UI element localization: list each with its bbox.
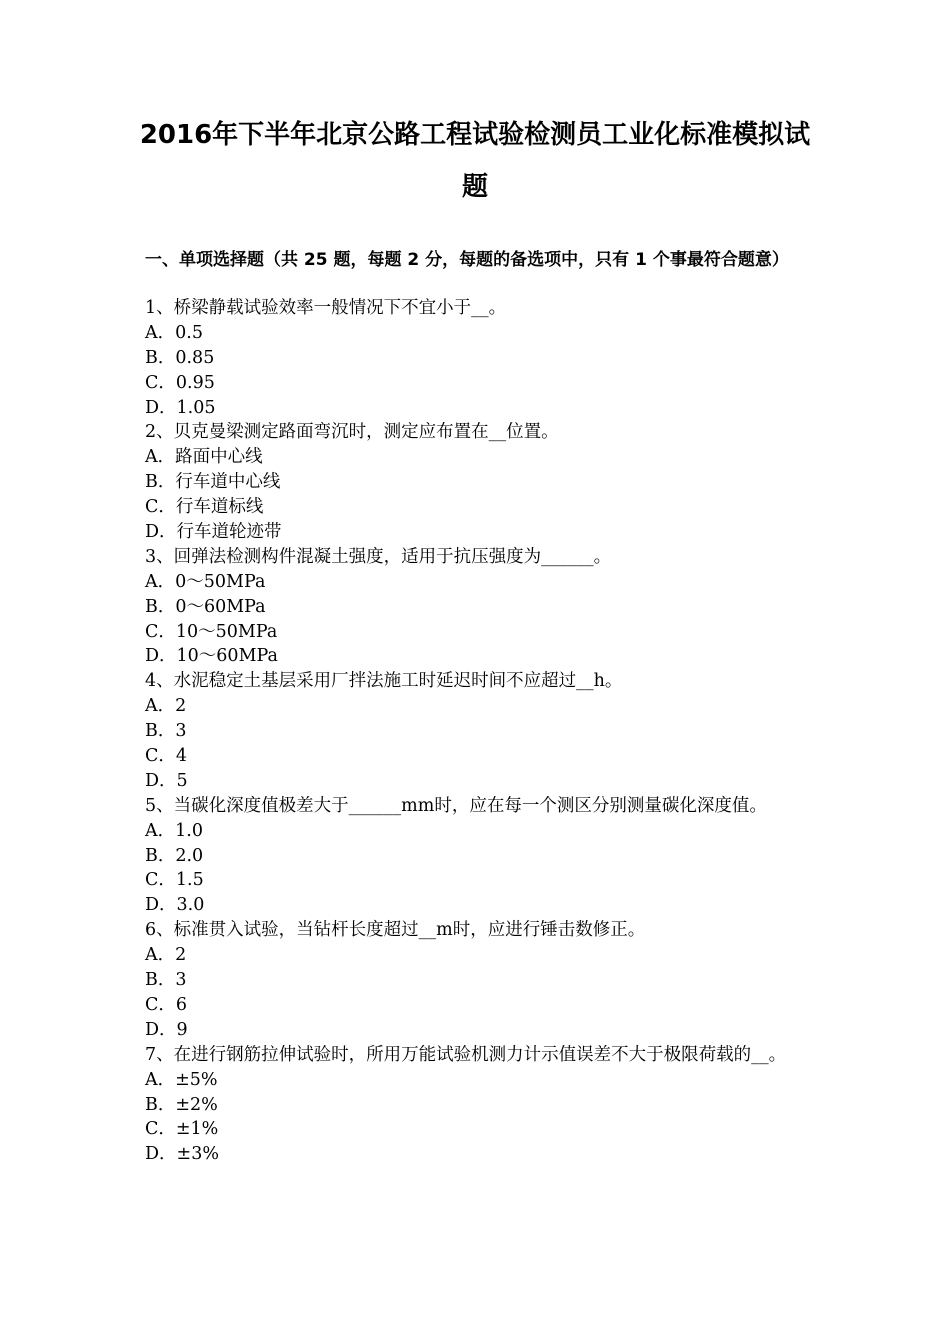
option-b: B．3 xyxy=(145,970,187,991)
option-c: C．1.5 xyxy=(145,870,204,891)
option-d: D．1.05 xyxy=(145,397,216,418)
option-c: C．10～50MPa xyxy=(145,621,278,642)
option-d: D．3.0 xyxy=(145,895,205,916)
question-2 xyxy=(145,420,810,544)
question-stem: 4、水泥稳定土基层采用厂拌法施工时延迟时间不应超过__h。 xyxy=(145,671,623,692)
option-a: A．2 xyxy=(145,696,187,717)
option-a: A．0.5 xyxy=(145,322,203,343)
question-5 xyxy=(145,794,810,918)
option-b: B．0.85 xyxy=(145,347,215,368)
option-d: D．9 xyxy=(145,1019,188,1040)
option-b: B．行车道中心线 xyxy=(145,472,281,493)
option-a: A．0～50MPa xyxy=(145,571,266,592)
option-c: C．行车道标线 xyxy=(145,497,264,518)
question-1 xyxy=(145,296,810,420)
question-stem: 6、标准贯入试验，当钻杆长度超过__m时，应进行锤击数修正。 xyxy=(145,920,646,941)
question-stem: 1、桥梁静载试验效率一般情况下不宜小于__。 xyxy=(145,298,507,318)
option-a: A．1.0 xyxy=(145,820,203,841)
option-c: C．6 xyxy=(145,994,188,1015)
option-d: D．行车道轮迹带 xyxy=(145,522,282,543)
question-list xyxy=(145,296,810,1167)
question-6 xyxy=(145,918,810,1042)
question-stem: 5、当碳化深度值极差大于______mm时，应在每一个测区分别测量碳化深度值。 xyxy=(145,795,767,816)
option-b: B．2.0 xyxy=(145,845,204,866)
question-7 xyxy=(145,1043,810,1167)
option-c: C．4 xyxy=(145,746,188,767)
document-title-line-1: 2016年下半年北京公路工程试验检测员工业化标准模拟试 xyxy=(139,120,811,150)
option-d: D．10～60MPa xyxy=(145,646,278,667)
option-b: B．0～60MPa xyxy=(145,596,266,617)
document-title-line-2: 题 xyxy=(461,172,488,202)
option-a: A．±5% xyxy=(145,1069,218,1090)
question-3 xyxy=(145,545,810,669)
question-stem: 3、回弹法检测构件混凝土强度，适用于抗压强度为______。 xyxy=(145,546,612,567)
option-a: A．路面中心线 xyxy=(145,447,263,468)
option-d: D．5 xyxy=(145,770,188,791)
question-stem: 2、贝克曼梁测定路面弯沉时，测定应布置在__位置。 xyxy=(145,422,559,443)
question-4 xyxy=(145,669,810,793)
option-c: C．±1% xyxy=(145,1119,219,1140)
option-b: B．3 xyxy=(145,721,187,742)
question-stem: 7、在进行钢筋拉伸试验时，所用万能试验机测力计示值误差不大于极限荷载的__。 xyxy=(145,1044,787,1065)
option-c: C．0.95 xyxy=(145,372,215,393)
option-a: A．2 xyxy=(145,945,187,966)
option-b: B．±2% xyxy=(145,1094,218,1115)
option-d: D．±3% xyxy=(145,1144,219,1165)
section-heading: 一、单项选择题（共 25 题，每题 2 分，每题的备选项中，只有 1 个事最符合题意） xyxy=(145,250,789,270)
